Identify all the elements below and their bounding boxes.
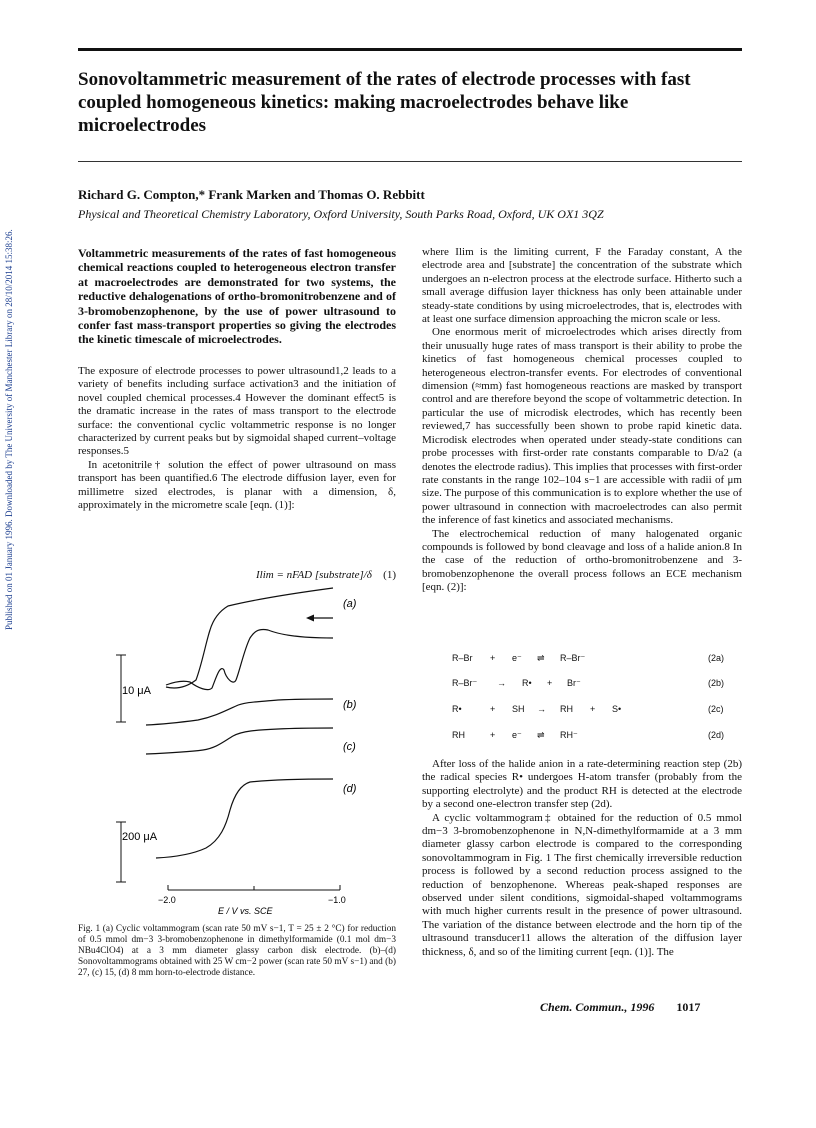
figure-1-voltammograms (78, 582, 396, 920)
scale-label-10uA: 10 μA (122, 685, 151, 697)
x-tick-label: −1.0 (328, 895, 346, 905)
sidenote-text: Published on 01 January 1996. Downloaded by The University of Manchester Library on 28/10/2014 15:38:26. (4, 229, 14, 630)
paragraph: The exposure of electrode processes to power ultrasound1,2 leads to a variety of benefits including surface activation3 and the initiation of novel coupled chemical processes.4 However the dominant effect5 is the dramatic increase in the rates of mass transport to the electrode surface: the conventional cyclic voltammetric response is no longer characterized by current peaks but by sigmoidal shaped current–voltage responses.5 (78, 365, 396, 458)
download-sidenote (4, 210, 20, 630)
right-column-body-2 (422, 758, 742, 959)
paragraph: In acetonitrile† solution the effect of power ultrasound on mass transport has been quantified.6 The electrode diffusion layer, even for millimetre sized electrodes, is planar with a dimension, δ, approximately in the micrometre scale [eqn. (1)]: (78, 458, 396, 512)
author-list: Richard G. Compton,* Frank Marken and Thomas O. Rebbitt (78, 187, 425, 202)
x-axis (168, 885, 340, 890)
trace-label-a: (a) (343, 598, 357, 610)
trace-label-c: (c) (343, 741, 356, 753)
left-column-body (78, 365, 396, 512)
paragraph: The electrochemical reduction of many halogenated organic compounds is followed by bond cleavage and loss of a halide anion.8 In the case of the reduction of ortho-bromonitrobenzene and 3-bromobenzophenone the overall process follows an ECE mechanism [eqn. (2)]: (422, 527, 742, 594)
trace-label-b: (b) (343, 699, 357, 711)
equation-number: (1) (383, 569, 396, 581)
journal-citation: Chem. Commun., 1996 (540, 1000, 655, 1014)
scale-label-200uA: 200 μA (122, 831, 158, 843)
figure-1-caption: Fig. 1 (a) Cyclic voltammogram (scan rate 50 mV s−1, T = 25 ± 2 °C) for reduction of 0.5 mmol dm−3 3-bromobenzophenone in dimethylformamide (0.1 mol dm−3 NBu4ClO4) at a 3 mm diameter glassy carbon disk electrode. (b)–(d) Sonovoltammograms obtained with 25 W cm−2 power (scan rate 50 mV s−1) and (b) 27, (c) 15, (d) 8 mm horn-to-electrode distance. (78, 924, 397, 978)
trace-a-return (166, 629, 333, 689)
scheme-row: R–Br⁻ → R• + Br⁻ (2b) (452, 678, 725, 688)
scheme-row: R–Br + e⁻ ⇌ R–Br⁻ (2a) (452, 653, 725, 663)
page-number: 1017 (676, 1000, 701, 1014)
affiliation: Physical and Theoretical Chemistry Laboratory, Oxford University, South Parks Road, Oxford, UK OX1 3QZ (78, 207, 604, 221)
article-title: Sonovoltammetric measurement of the rates of electrode processes with fast coupled homogeneous kinetics: making macroelectrodes behave like microelectrodes (78, 69, 691, 136)
title-rule (78, 161, 742, 162)
page-footer (540, 1000, 700, 1015)
scheme-row: R• + SH → RH + S• (2c) (452, 704, 724, 714)
equation-expression: Ilim = nFAD [substrate]/δ (256, 569, 372, 581)
trace-b (146, 699, 333, 725)
scheme-row: RH + e⁻ ⇌ RH⁻ (2d) (452, 730, 725, 740)
paragraph: One enormous merit of microelectrodes which arises directly from their unusually huge rates of mass transport is their ability to probe the kinetics of fast homogeneous chemical processes coupled to heterogeneous electron-transfer events. For electrodes of conventional dimension (≈mm) fast homogeneous reactions are masked by transport control and are therefore beyond the scope of voltammetric detection. In particular the use of microdisk electrodes, which has recently been reviewed,7 has successfully been shown to probe rapid kinetic data. Microdisk electrodes when operated under steady-state conditions can probe processes with first-order rate constants comparable to D/a2 (a denotes the electrode radius). This implies that processes with first-order rate constants in the range 102–104 s−1 are accessible with radii of μm size. The purpose of this communication is to explore whether the use of power ultrasound in connection with macroelectrodes can also permit the inference of fast kinetics and associated mechanisms. (422, 326, 742, 527)
paragraph: After loss of the halide anion in a rate-determining reaction step (2b) the radical species R• undergoes H-atom transfer (probably from the supporting electrolyte) and the product RH is detected at the electrode by a second one-electron transfer step (2d). (422, 758, 742, 811)
trace-c (146, 728, 333, 754)
trace-d (156, 779, 333, 858)
abstract: Voltammetric measurements of the rates of fast homogeneous chemical reactions coupled to heterogeneous electron transfer at macroelectrodes are demonstrated for two systems, the reductive dehalogenations of ortho-bromonitrobenzene and of 3-bromobenzophenone, by the use of power ultrasound to confer fast mass-transport properties so giving the electrodes the kinetic timescale of microelectrodes. (78, 246, 396, 347)
x-tick-label: −2.0 (158, 895, 176, 905)
paragraph: where Ilim is the limiting current, F the Faraday constant, A the electrode area and [substrate] the concentration of the substrate which undergoes an n-electron process at the electrode surface. Hitherto such a small average diffusion layer thickness has only been attainable under steady-state conditions by using microelectrodes, that is, electrodes with at least one surface dimension approaching the micron scale or less. (422, 246, 742, 326)
paragraph: A cyclic voltammogram‡ obtained for the reduction of 0.5 mmol dm−3 3-bromobenzophenone in N,N-dimethylformamide at a 3 mm diameter glassy carbon electrode is compared to the corresponding sonovoltammogram in Fig. 1 The first chemically irreversible reduction process is followed by a second reduction process assigned to the reduction of benzophenone. Whereas peak-shaped responses are observed under silent conditions, sigmoidal-shaped voltammograms with much higher currents result in the presence of power ultrasound. The variation of the distance between electrode and the horn tip of the ultrasound transducer11 allows the alteration of the diffusion layer thickness, δ, and so of the limiting current [eqn. (1)]. The (422, 811, 742, 958)
trace-label-d: (d) (343, 783, 357, 795)
right-column-body (422, 246, 742, 595)
top-rule (78, 48, 742, 51)
x-axis-label: E / V vs. SCE (218, 906, 273, 916)
